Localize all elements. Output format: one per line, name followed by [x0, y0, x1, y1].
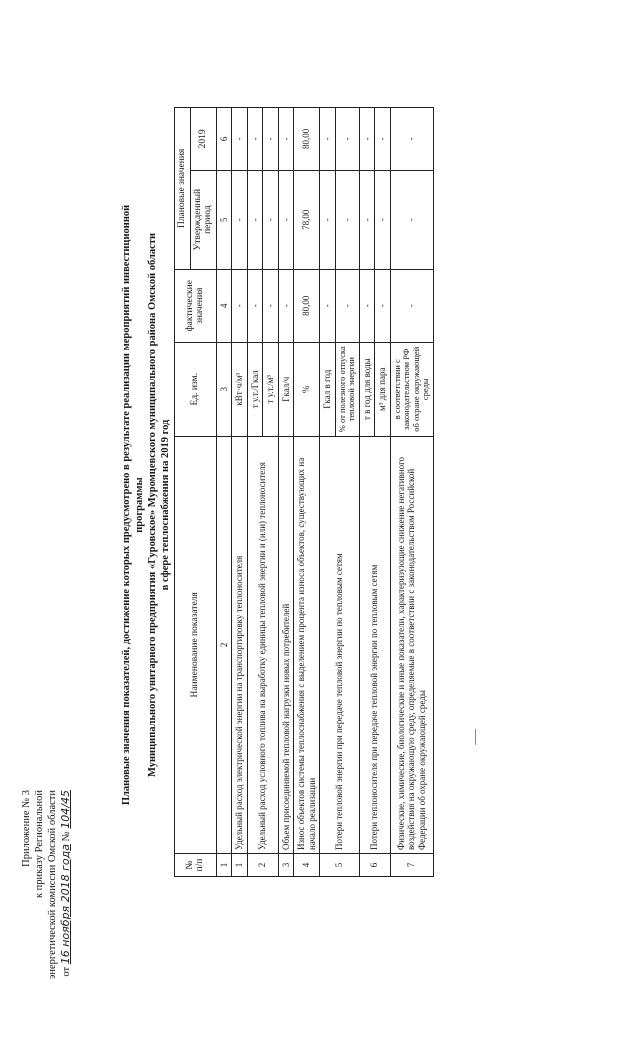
header-year: 2019 — [190, 108, 216, 171]
row-actual: - — [335, 269, 359, 342]
appendix-block — [20, 790, 73, 1050]
row-name: Удельный расход электрической энергии на транспортировку теплоносителя — [232, 436, 248, 853]
header-unit: Ед. изм. — [175, 342, 217, 436]
row-year: - — [359, 108, 375, 171]
row-unit: м³ для пара — [375, 342, 391, 436]
appendix-line3: энергетической комиссии Омской области — [47, 790, 58, 980]
document-title — [120, 115, 172, 895]
row-actual: - — [263, 269, 279, 342]
row-actual: - — [247, 269, 263, 342]
row-year: - — [375, 108, 391, 171]
row-num: 1 — [232, 854, 248, 877]
row-num: 6 — [359, 854, 390, 877]
row-approved: - — [278, 170, 294, 269]
row-name: Потери теплоносителя при передаче тепловой энергии по тепловым сетям — [359, 436, 390, 853]
row-num: 5 — [320, 854, 360, 877]
colnum: 4 — [216, 269, 232, 342]
row-year: - — [390, 108, 433, 171]
indicators-table — [174, 107, 434, 877]
header-approved: Утвержденный период — [190, 170, 216, 269]
colnum: 3 — [216, 342, 232, 436]
row-actual: - — [375, 269, 391, 342]
row-approved: 78,00 — [294, 170, 320, 269]
row-year: - — [263, 108, 279, 171]
row-year: - — [232, 108, 248, 171]
colnum: 5 — [216, 170, 232, 269]
header-name: Наименование показателя — [175, 436, 217, 853]
row-num: 2 — [247, 854, 278, 877]
row-approved: - — [232, 170, 248, 269]
row-year: - — [247, 108, 263, 171]
row-unit: т у.т./Гкал — [247, 342, 263, 436]
table-row — [359, 108, 375, 877]
row-unit: Гкал/ч — [278, 342, 294, 436]
row-approved: - — [263, 170, 279, 269]
row-approved: - — [390, 170, 433, 269]
table-row — [278, 108, 294, 877]
title-line1: Плановые значения показателей, достижение которых предусмотрено в результате реализации мероприятий инвестиционной — [121, 204, 132, 806]
table-row — [247, 108, 263, 877]
row-year: - — [320, 108, 336, 171]
row-unit: % от полезного отпуска тепловой энергии — [335, 342, 359, 436]
row-year: - — [335, 108, 359, 171]
appendix-line2: к приказу Региональной — [34, 790, 45, 899]
date-prefix: от — [61, 966, 72, 977]
row-actual: - — [390, 269, 433, 342]
table-row — [294, 108, 320, 877]
row-name: Потери тепловой энергии при передаче тепловой энергии по тепловым сетям — [320, 436, 360, 853]
header-num: № п/п — [175, 854, 217, 877]
row-approved: - — [375, 170, 391, 269]
colnum: 2 — [216, 436, 232, 853]
scan-artifact-mark — [475, 729, 476, 745]
row-unit: т в год для воды — [359, 342, 375, 436]
row-approved: - — [247, 170, 263, 269]
row-name: Удельный расход условного топлива на выработку единицы тепловой энергии и (или) теплоносителя — [247, 436, 278, 853]
row-actual: - — [278, 269, 294, 342]
handwritten-number: 104/45 — [59, 790, 72, 829]
row-approved: - — [320, 170, 336, 269]
table-row — [390, 108, 433, 877]
row-year: - — [278, 108, 294, 171]
row-actual: - — [232, 269, 248, 342]
colnum: 1 — [216, 854, 232, 877]
row-actual: - — [359, 269, 375, 342]
row-num: 3 — [278, 854, 294, 877]
header-actual: фактические значения — [175, 269, 217, 342]
row-unit: % — [294, 342, 320, 436]
header-planned: Плановые значения — [175, 108, 191, 270]
handwritten-date: 16 ноября 2018 года — [59, 843, 72, 965]
row-unit: т у.т./м³ — [263, 342, 279, 436]
row-unit: в соответствии с законодательством РФ об охране окружающей среды — [390, 342, 433, 436]
row-name: Физические, химические, биологические и иные показатели, характеризующие снижение негативного воздействия на окружающую среду, определяемые в соответствии с законодательством Российской Федерации об охране окружающей среды — [390, 436, 433, 853]
row-actual: 80,00 — [294, 269, 320, 342]
title-line3: Муниципального унитарного предприятия «Гуровское» Муромцевского муниципального района Омской области — [147, 232, 158, 778]
number-prefix: № — [61, 831, 72, 842]
appendix-date-line — [59, 790, 73, 1050]
appendix-line1: Приложение № 3 — [21, 790, 32, 867]
row-num: 7 — [390, 854, 433, 877]
row-approved: - — [359, 170, 375, 269]
row-unit: Гкал в год — [320, 342, 336, 436]
table-row — [232, 108, 248, 877]
table-row — [320, 108, 336, 877]
row-num: 4 — [294, 854, 320, 877]
row-actual: - — [320, 269, 336, 342]
row-unit: кВт·ч/м³ — [232, 342, 248, 436]
row-name: Износ объектов системы теплоснабжения с выделением процента износа объектов, существующих на начало реализации — [294, 436, 320, 853]
row-year: 80,00 — [294, 108, 320, 171]
colnum: 6 — [216, 108, 232, 171]
row-approved: - — [335, 170, 359, 269]
title-line2: программы — [134, 477, 145, 533]
row-name: Объем присоединяемой тепловой нагрузки новых потребителей — [278, 436, 294, 853]
title-line4: в сфере теплоснабжения на 2019 год — [160, 419, 171, 591]
